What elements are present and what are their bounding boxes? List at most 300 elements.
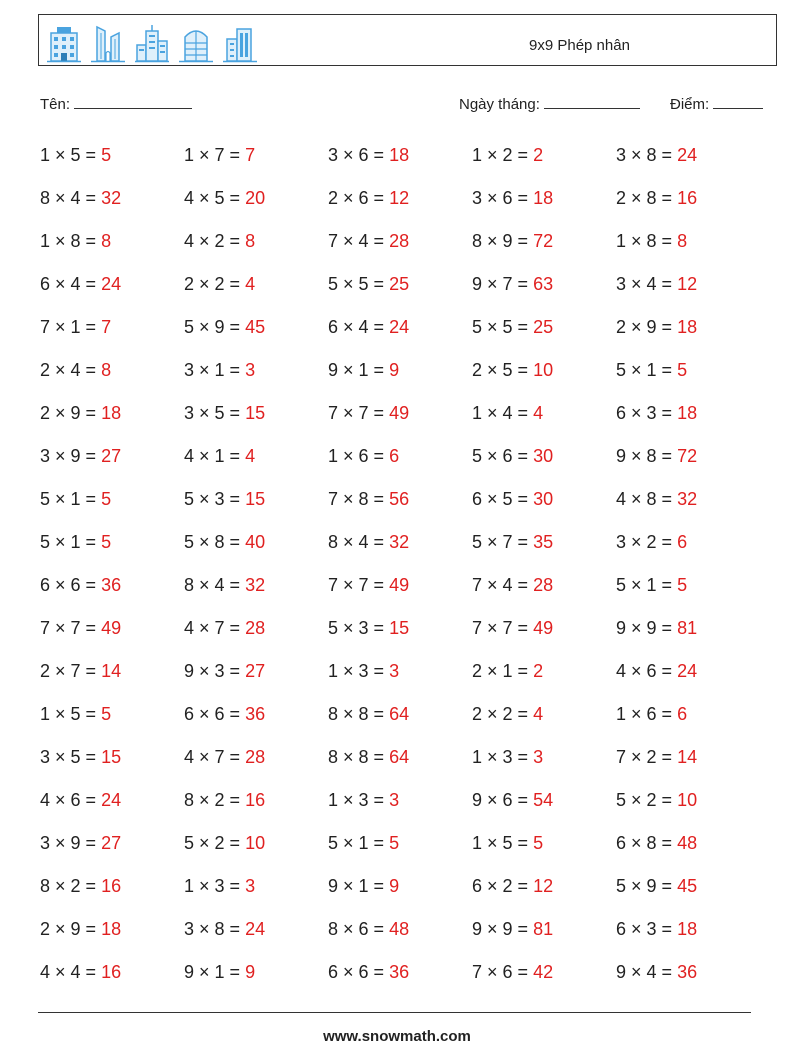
problem-cell bbox=[184, 699, 265, 729]
problem-cell bbox=[472, 613, 553, 643]
problem-answer: 14 bbox=[677, 747, 698, 767]
problem-question: 4 × 7 = bbox=[184, 618, 241, 638]
problem-question: 1 × 4 = bbox=[472, 403, 529, 423]
problem-question: 1 × 5 = bbox=[40, 145, 97, 165]
problem-cell bbox=[328, 441, 399, 471]
problem-question: 2 × 2 = bbox=[184, 274, 241, 294]
problem-question: 9 × 8 = bbox=[616, 446, 673, 466]
problem-answer: 49 bbox=[533, 618, 554, 638]
problem-answer: 2 bbox=[533, 145, 544, 165]
problem-cell bbox=[40, 957, 121, 987]
problem-question: 5 × 2 = bbox=[616, 790, 673, 810]
problem-answer: 72 bbox=[533, 231, 554, 251]
date-blank[interactable] bbox=[544, 94, 640, 109]
problem-cell bbox=[40, 269, 121, 299]
problem-question: 5 × 1 = bbox=[40, 489, 97, 509]
problem-answer: 18 bbox=[677, 403, 698, 423]
problem-cell bbox=[616, 269, 697, 299]
problem-cell bbox=[40, 871, 121, 901]
problem-cell bbox=[472, 957, 553, 987]
problem-question: 6 × 4 = bbox=[40, 274, 97, 294]
problem-question: 6 × 2 = bbox=[472, 876, 529, 896]
problem-answer: 4 bbox=[533, 704, 544, 724]
problem-question: 2 × 9 = bbox=[616, 317, 673, 337]
problem-question: 8 × 4 = bbox=[40, 188, 97, 208]
problem-answer: 30 bbox=[533, 446, 554, 466]
page-title: 9x9 Phép nhân bbox=[529, 37, 630, 54]
problem-question: 5 × 3 = bbox=[328, 618, 385, 638]
problem-cell bbox=[472, 312, 553, 342]
problem-answer: 40 bbox=[245, 532, 266, 552]
name-field bbox=[40, 94, 192, 113]
problem-cell bbox=[328, 656, 399, 686]
problem-question: 7 × 4 = bbox=[472, 575, 529, 595]
problem-question: 7 × 4 = bbox=[328, 231, 385, 251]
problem-answer: 36 bbox=[389, 962, 410, 982]
problem-question: 5 × 5 = bbox=[472, 317, 529, 337]
problem-cell bbox=[184, 957, 255, 987]
problem-answer: 7 bbox=[245, 145, 256, 165]
problem-answer: 12 bbox=[389, 188, 410, 208]
footer-divider bbox=[38, 1012, 751, 1013]
problem-answer: 3 bbox=[245, 876, 256, 896]
problem-answer: 9 bbox=[389, 360, 400, 380]
problem-answer: 3 bbox=[389, 790, 400, 810]
problem-row bbox=[40, 312, 760, 342]
problem-cell bbox=[328, 914, 409, 944]
problem-question: 3 × 9 = bbox=[40, 446, 97, 466]
problem-cell bbox=[40, 398, 121, 428]
problem-answer: 4 bbox=[245, 274, 256, 294]
problem-answer: 72 bbox=[677, 446, 698, 466]
problem-question: 9 × 1 = bbox=[328, 360, 385, 380]
problem-row bbox=[40, 871, 760, 901]
problem-answer: 49 bbox=[101, 618, 122, 638]
problem-cell bbox=[40, 355, 111, 385]
building-icon bbox=[47, 23, 81, 63]
problem-cell bbox=[184, 269, 255, 299]
problem-answer: 18 bbox=[101, 403, 122, 423]
problem-question: 1 × 5 = bbox=[40, 704, 97, 724]
problem-answer: 4 bbox=[533, 403, 544, 423]
problem-question: 3 × 6 = bbox=[328, 145, 385, 165]
problem-question: 6 × 6 = bbox=[184, 704, 241, 724]
problem-cell bbox=[328, 871, 399, 901]
problem-cell bbox=[184, 656, 265, 686]
problem-answer: 18 bbox=[101, 919, 122, 939]
problem-answer: 5 bbox=[389, 833, 400, 853]
problem-question: 8 × 4 = bbox=[184, 575, 241, 595]
problem-question: 3 × 8 = bbox=[616, 145, 673, 165]
problem-answer: 8 bbox=[101, 360, 112, 380]
problem-row bbox=[40, 183, 760, 213]
problem-cell bbox=[472, 441, 553, 471]
problem-answer: 63 bbox=[533, 274, 554, 294]
problem-cell bbox=[328, 226, 409, 256]
problem-cell bbox=[40, 828, 121, 858]
problem-question: 3 × 1 = bbox=[184, 360, 241, 380]
problem-cell bbox=[472, 226, 553, 256]
problem-row bbox=[40, 570, 760, 600]
problem-question: 7 × 7 = bbox=[328, 575, 385, 595]
problem-answer: 45 bbox=[245, 317, 266, 337]
footer-url: www.snowmath.com bbox=[323, 1028, 471, 1045]
problem-answer: 3 bbox=[245, 360, 256, 380]
problem-question: 5 × 2 = bbox=[184, 833, 241, 853]
problem-cell bbox=[184, 398, 265, 428]
problem-question: 6 × 3 = bbox=[616, 403, 673, 423]
problem-cell bbox=[184, 226, 255, 256]
problem-cell bbox=[616, 398, 697, 428]
problem-cell bbox=[328, 570, 409, 600]
problem-question: 7 × 1 = bbox=[40, 317, 97, 337]
score-blank[interactable] bbox=[713, 94, 763, 109]
problem-question: 3 × 2 = bbox=[616, 532, 673, 552]
problem-answer: 24 bbox=[677, 145, 698, 165]
problem-answer: 28 bbox=[533, 575, 554, 595]
problem-cell bbox=[40, 570, 121, 600]
problem-answer: 5 bbox=[677, 575, 688, 595]
problem-cell bbox=[40, 742, 121, 772]
problem-cell bbox=[472, 355, 553, 385]
problem-question: 8 × 2 = bbox=[40, 876, 97, 896]
problem-question: 1 × 6 = bbox=[328, 446, 385, 466]
skyscraper-icon bbox=[179, 23, 213, 63]
problem-question: 6 × 8 = bbox=[616, 833, 673, 853]
problem-cell bbox=[328, 785, 399, 815]
problem-cell bbox=[472, 183, 553, 213]
problem-cell bbox=[616, 312, 697, 342]
problem-answer: 81 bbox=[533, 919, 554, 939]
problem-cell bbox=[40, 699, 111, 729]
problem-cell bbox=[472, 656, 543, 686]
tower-icon bbox=[91, 23, 125, 63]
problem-answer: 24 bbox=[245, 919, 266, 939]
problem-cell bbox=[328, 699, 409, 729]
problem-question: 4 × 1 = bbox=[184, 446, 241, 466]
problem-cell bbox=[616, 183, 697, 213]
problem-question: 2 × 9 = bbox=[40, 919, 97, 939]
problem-question: 4 × 6 = bbox=[40, 790, 97, 810]
problem-question: 1 × 8 = bbox=[40, 231, 97, 251]
problem-answer: 3 bbox=[533, 747, 544, 767]
problem-question: 6 × 6 = bbox=[40, 575, 97, 595]
problem-question: 1 × 2 = bbox=[472, 145, 529, 165]
problem-question: 7 × 6 = bbox=[472, 962, 529, 982]
problem-cell bbox=[472, 742, 543, 772]
problem-cell bbox=[616, 871, 697, 901]
problem-cell bbox=[472, 269, 553, 299]
problem-cell bbox=[184, 484, 265, 514]
problem-answer: 36 bbox=[245, 704, 266, 724]
problem-cell bbox=[616, 484, 697, 514]
problem-answer: 20 bbox=[245, 188, 266, 208]
problem-question: 1 × 3 = bbox=[184, 876, 241, 896]
problem-answer: 32 bbox=[101, 188, 122, 208]
problem-row bbox=[40, 656, 760, 686]
problem-question: 6 × 5 = bbox=[472, 489, 529, 509]
problem-cell bbox=[616, 355, 687, 385]
problem-question: 7 × 7 = bbox=[328, 403, 385, 423]
problem-answer: 12 bbox=[677, 274, 698, 294]
problem-answer: 16 bbox=[677, 188, 698, 208]
problem-question: 8 × 9 = bbox=[472, 231, 529, 251]
problem-cell bbox=[40, 785, 121, 815]
problem-question: 8 × 2 = bbox=[184, 790, 241, 810]
problem-cell bbox=[472, 140, 543, 170]
problem-cell bbox=[616, 226, 687, 256]
problem-row bbox=[40, 484, 760, 514]
problem-question: 4 × 7 = bbox=[184, 747, 241, 767]
problem-answer: 48 bbox=[677, 833, 698, 853]
problem-answer: 24 bbox=[101, 274, 122, 294]
problem-cell bbox=[184, 742, 265, 772]
name-label: Tên: bbox=[40, 96, 71, 113]
problem-question: 4 × 4 = bbox=[40, 962, 97, 982]
problem-cell bbox=[40, 226, 111, 256]
problem-cell bbox=[328, 828, 399, 858]
problem-cell bbox=[616, 527, 687, 557]
problem-question: 7 × 7 = bbox=[40, 618, 97, 638]
problem-answer: 15 bbox=[389, 618, 410, 638]
problem-row bbox=[40, 226, 760, 256]
problem-answer: 16 bbox=[245, 790, 266, 810]
score-label: Điểm: bbox=[670, 96, 710, 113]
problem-answer: 5 bbox=[101, 532, 112, 552]
problem-cell bbox=[184, 312, 265, 342]
problem-question: 5 × 1 = bbox=[616, 575, 673, 595]
problem-cell bbox=[616, 613, 697, 643]
problem-cell bbox=[328, 398, 409, 428]
problem-question: 1 × 3 = bbox=[472, 747, 529, 767]
problem-row bbox=[40, 699, 760, 729]
problem-question: 9 × 6 = bbox=[472, 790, 529, 810]
problem-cell bbox=[40, 312, 111, 342]
problem-cell bbox=[472, 828, 543, 858]
problem-cell bbox=[184, 355, 255, 385]
problem-row bbox=[40, 957, 760, 987]
problem-question: 5 × 6 = bbox=[472, 446, 529, 466]
problem-cell bbox=[184, 183, 265, 213]
problem-answer: 15 bbox=[101, 747, 122, 767]
problem-answer: 42 bbox=[533, 962, 554, 982]
problem-answer: 5 bbox=[101, 489, 112, 509]
problem-answer: 8 bbox=[245, 231, 256, 251]
problem-row bbox=[40, 527, 760, 557]
problem-answer: 6 bbox=[389, 446, 400, 466]
problem-answer: 16 bbox=[101, 876, 122, 896]
problem-answer: 7 bbox=[101, 317, 112, 337]
problem-answer: 5 bbox=[101, 704, 112, 724]
problem-answer: 28 bbox=[245, 747, 266, 767]
problem-cell bbox=[328, 140, 409, 170]
problem-cell bbox=[616, 785, 697, 815]
problem-answer: 9 bbox=[389, 876, 400, 896]
problem-row bbox=[40, 441, 760, 471]
problem-answer: 10 bbox=[677, 790, 698, 810]
problem-cell bbox=[616, 914, 697, 944]
date-field bbox=[459, 94, 640, 113]
problem-cell bbox=[184, 140, 255, 170]
problem-cell bbox=[40, 613, 121, 643]
problem-question: 9 × 1 = bbox=[328, 876, 385, 896]
problem-cell bbox=[184, 570, 265, 600]
problem-row bbox=[40, 828, 760, 858]
problem-question: 2 × 1 = bbox=[472, 661, 529, 681]
problem-row bbox=[40, 398, 760, 428]
problem-answer: 14 bbox=[101, 661, 122, 681]
problem-question: 1 × 7 = bbox=[184, 145, 241, 165]
problem-row bbox=[40, 613, 760, 643]
problem-row bbox=[40, 355, 760, 385]
problem-question: 5 × 8 = bbox=[184, 532, 241, 552]
problem-question: 3 × 5 = bbox=[184, 403, 241, 423]
date-label: Ngày tháng: bbox=[459, 96, 540, 113]
problem-row bbox=[40, 742, 760, 772]
problem-question: 3 × 5 = bbox=[40, 747, 97, 767]
problem-answer: 49 bbox=[389, 403, 410, 423]
office-icon bbox=[223, 23, 257, 63]
problem-question: 9 × 3 = bbox=[184, 661, 241, 681]
problem-cell bbox=[328, 527, 409, 557]
problem-question: 1 × 8 = bbox=[616, 231, 673, 251]
problem-answer: 2 bbox=[533, 661, 544, 681]
problem-answer: 10 bbox=[245, 833, 266, 853]
problem-question: 5 × 5 = bbox=[328, 274, 385, 294]
problem-cell bbox=[40, 484, 111, 514]
problem-answer: 54 bbox=[533, 790, 554, 810]
problem-cell bbox=[328, 484, 409, 514]
problem-row bbox=[40, 269, 760, 299]
problem-answer: 18 bbox=[677, 919, 698, 939]
problem-answer: 30 bbox=[533, 489, 554, 509]
problem-answer: 49 bbox=[389, 575, 410, 595]
problem-answer: 16 bbox=[101, 962, 122, 982]
problem-answer: 64 bbox=[389, 704, 410, 724]
problem-question: 5 × 9 = bbox=[616, 876, 673, 896]
problem-answer: 25 bbox=[533, 317, 554, 337]
problem-cell bbox=[616, 441, 697, 471]
problem-answer: 45 bbox=[677, 876, 698, 896]
problem-answer: 4 bbox=[245, 446, 256, 466]
problem-cell bbox=[472, 398, 543, 428]
problem-cell bbox=[472, 484, 553, 514]
problem-answer: 56 bbox=[389, 489, 410, 509]
problem-cell bbox=[616, 656, 697, 686]
problem-cell bbox=[184, 441, 255, 471]
problem-row bbox=[40, 914, 760, 944]
problem-answer: 3 bbox=[389, 661, 400, 681]
problem-question: 6 × 3 = bbox=[616, 919, 673, 939]
problem-answer: 36 bbox=[677, 962, 698, 982]
problem-answer: 32 bbox=[677, 489, 698, 509]
problem-question: 3 × 9 = bbox=[40, 833, 97, 853]
problem-answer: 10 bbox=[533, 360, 554, 380]
problem-question: 3 × 6 = bbox=[472, 188, 529, 208]
problem-cell bbox=[40, 527, 111, 557]
problem-question: 5 × 3 = bbox=[184, 489, 241, 509]
problem-question: 2 × 8 = bbox=[616, 188, 673, 208]
problem-answer: 24 bbox=[101, 790, 122, 810]
problem-cell bbox=[472, 785, 553, 815]
problem-cell bbox=[328, 183, 409, 213]
problem-cell bbox=[472, 914, 553, 944]
problem-question: 7 × 7 = bbox=[472, 618, 529, 638]
problem-question: 5 × 1 = bbox=[328, 833, 385, 853]
problem-answer: 18 bbox=[677, 317, 698, 337]
problem-cell bbox=[40, 140, 111, 170]
problem-answer: 24 bbox=[677, 661, 698, 681]
city-icon bbox=[135, 23, 169, 63]
problem-answer: 81 bbox=[677, 618, 698, 638]
problem-question: 9 × 4 = bbox=[616, 962, 673, 982]
problem-cell bbox=[328, 613, 409, 643]
problem-question: 4 × 6 = bbox=[616, 661, 673, 681]
problem-question: 3 × 8 = bbox=[184, 919, 241, 939]
problem-cell bbox=[184, 785, 265, 815]
problem-cell bbox=[472, 699, 543, 729]
problem-answer: 32 bbox=[245, 575, 266, 595]
problem-row bbox=[40, 785, 760, 815]
problem-cell bbox=[472, 527, 553, 557]
problem-cell bbox=[328, 742, 409, 772]
problem-answer: 15 bbox=[245, 403, 266, 423]
problem-answer: 5 bbox=[101, 145, 112, 165]
header-icons bbox=[47, 23, 257, 63]
problem-cell bbox=[40, 441, 121, 471]
problem-question: 2 × 7 = bbox=[40, 661, 97, 681]
problem-question: 9 × 1 = bbox=[184, 962, 241, 982]
problem-answer: 6 bbox=[677, 704, 688, 724]
problem-question: 8 × 4 = bbox=[328, 532, 385, 552]
problem-answer: 9 bbox=[245, 962, 256, 982]
problem-cell bbox=[184, 871, 255, 901]
problem-question: 9 × 9 = bbox=[616, 618, 673, 638]
problem-cell bbox=[184, 613, 265, 643]
problem-question: 9 × 9 = bbox=[472, 919, 529, 939]
problem-question: 3 × 4 = bbox=[616, 274, 673, 294]
problem-question: 8 × 8 = bbox=[328, 704, 385, 724]
problem-cell bbox=[472, 871, 553, 901]
problem-answer: 27 bbox=[101, 833, 122, 853]
problem-answer: 36 bbox=[101, 575, 122, 595]
problem-question: 9 × 7 = bbox=[472, 274, 529, 294]
problem-answer: 15 bbox=[245, 489, 266, 509]
problem-cell bbox=[616, 957, 697, 987]
problem-question: 4 × 2 = bbox=[184, 231, 241, 251]
problem-question: 4 × 5 = bbox=[184, 188, 241, 208]
problem-cell bbox=[40, 183, 121, 213]
problem-question: 6 × 4 = bbox=[328, 317, 385, 337]
problem-cell bbox=[184, 914, 265, 944]
problem-cell bbox=[184, 828, 265, 858]
name-blank[interactable] bbox=[74, 94, 192, 109]
problem-question: 5 × 7 = bbox=[472, 532, 529, 552]
problem-answer: 35 bbox=[533, 532, 554, 552]
problem-question: 8 × 8 = bbox=[328, 747, 385, 767]
problem-question: 6 × 6 = bbox=[328, 962, 385, 982]
problem-cell bbox=[616, 828, 697, 858]
problem-cell bbox=[616, 140, 697, 170]
problem-answer: 27 bbox=[101, 446, 122, 466]
problem-cell bbox=[40, 656, 121, 686]
problem-question: 4 × 8 = bbox=[616, 489, 673, 509]
header-box bbox=[38, 14, 777, 66]
score-field bbox=[670, 94, 763, 113]
problem-cell bbox=[616, 570, 687, 600]
problem-answer: 8 bbox=[101, 231, 112, 251]
problem-question: 5 × 1 = bbox=[616, 360, 673, 380]
